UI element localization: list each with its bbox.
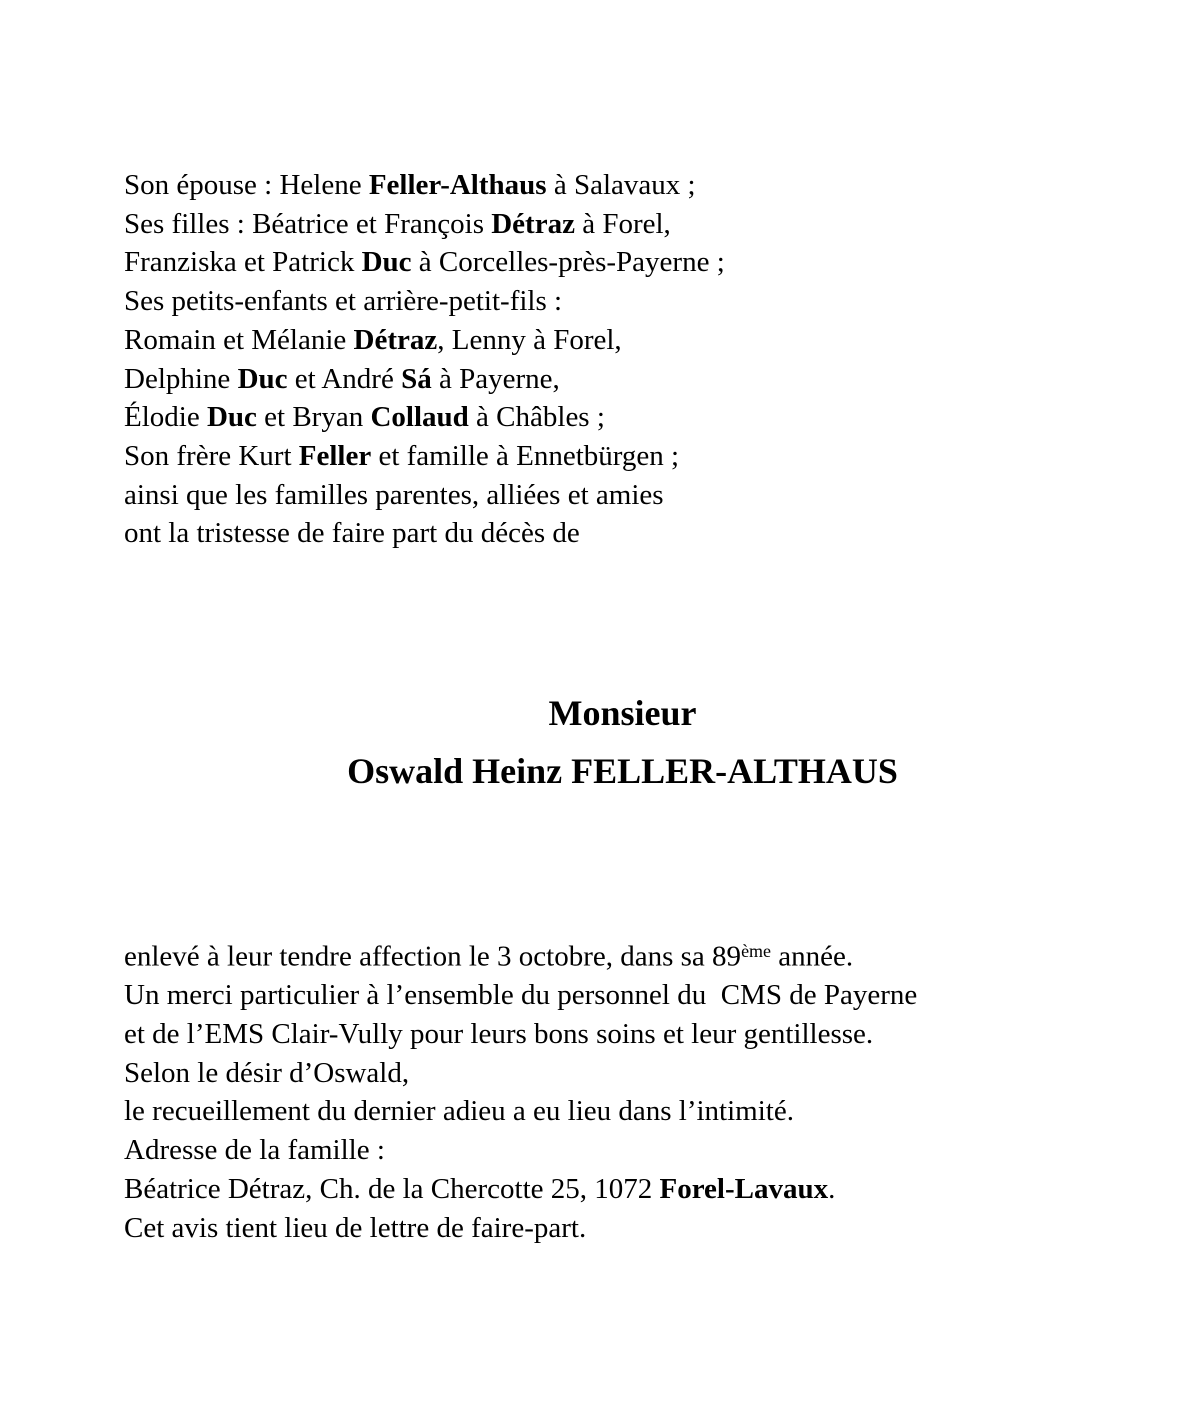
text-segment: Béatrice Détraz, Ch. de la Chercotte 25, 1072 <box>124 1172 660 1205</box>
text-segment: Selon le désir d’Oswald, <box>124 1056 410 1089</box>
text-segment: et André <box>287 362 402 395</box>
text-line <box>124 1131 1156 1170</box>
text-segment: et de l’EMS Clair-Vully pour leurs bons soins et leur gentillesse. <box>124 1018 874 1051</box>
deceased-name: Oswald Heinz FELLER-ALTHAUS <box>347 751 898 791</box>
name-emphasis: Détraz <box>491 207 575 240</box>
name-emphasis: Sá <box>401 362 432 395</box>
text-segment: Delphine <box>124 362 238 395</box>
text-line <box>124 476 1156 515</box>
name-emphasis: Duc <box>237 362 288 395</box>
text-line <box>124 1054 1156 1093</box>
text-segment: Un merci particulier à l’ensemble du personnel du CMS de Payerne <box>124 979 918 1012</box>
family-relations-paragraph <box>124 166 1156 553</box>
text-segment: . <box>828 1172 836 1205</box>
name-emphasis: Détraz <box>353 323 438 356</box>
text-segment: le recueillement du dernier adieu a eu lieu dans l’intimité. <box>124 1095 794 1128</box>
title-salutation: Monsieur <box>548 693 697 733</box>
text-segment: et Bryan <box>256 401 371 434</box>
text-line <box>124 398 1156 437</box>
text-segment: Ses petits-enfants et arrière-petit-fils : <box>124 285 563 318</box>
text-segment: Adresse de la famille : <box>124 1134 385 1167</box>
text-segment: à Corcelles-près-Payerne ; <box>411 246 725 279</box>
text-segment: Franziska et Patrick <box>124 246 362 279</box>
text-segment: année. <box>771 940 854 973</box>
text-segment: Romain et Mélanie <box>124 323 354 356</box>
name-emphasis: Duc <box>206 401 257 434</box>
text-line <box>124 976 1156 1015</box>
text-line <box>124 243 1156 282</box>
text-line <box>124 282 1156 321</box>
text-line <box>124 1092 1156 1131</box>
deceased-title <box>124 684 1121 800</box>
text-line <box>124 205 1156 244</box>
text-segment: ont la tristesse de faire part du décès de <box>124 517 580 550</box>
ordinal-superscript: ème <box>741 941 771 961</box>
text-segment: enlevé à leur tendre affection le 3 octobre, dans sa 89 <box>124 940 742 973</box>
text-line <box>124 1209 1156 1248</box>
text-line <box>124 166 1156 205</box>
text-line <box>124 437 1156 476</box>
text-segment: à Salavaux ; <box>546 169 696 201</box>
text-line <box>124 1015 1156 1054</box>
text-line <box>124 1170 1156 1209</box>
text-segment: et famille à Ennetbürgen ; <box>371 439 680 472</box>
text-segment: à Payerne, <box>431 362 560 395</box>
text-segment: Ses filles : Béatrice et François <box>124 207 492 240</box>
name-emphasis: Feller-Althaus <box>368 169 547 201</box>
announcement-details-paragraph <box>124 932 1156 1247</box>
text-segment: à Forel, <box>574 207 671 240</box>
text-segment: Cet avis tient lieu de lettre de faire-part. <box>124 1211 587 1244</box>
text-segment: à Châbles ; <box>468 401 605 434</box>
name-emphasis: Collaud <box>370 401 469 434</box>
text-segment: Son épouse : Helene <box>124 169 369 201</box>
text-segment: Son frère Kurt <box>124 439 299 472</box>
text-line <box>124 360 1156 399</box>
text-segment: ainsi que les familles parentes, alliées et amies <box>124 478 664 511</box>
text-segment: Élodie <box>124 401 207 434</box>
name-emphasis: Forel-Lavaux <box>659 1172 829 1205</box>
text-line <box>124 932 1156 976</box>
text-line <box>124 514 1156 553</box>
text-line <box>124 321 1156 360</box>
name-emphasis: Duc <box>361 246 412 279</box>
name-emphasis: Feller <box>298 439 372 472</box>
text-segment: , Lenny à Forel, <box>437 323 622 356</box>
